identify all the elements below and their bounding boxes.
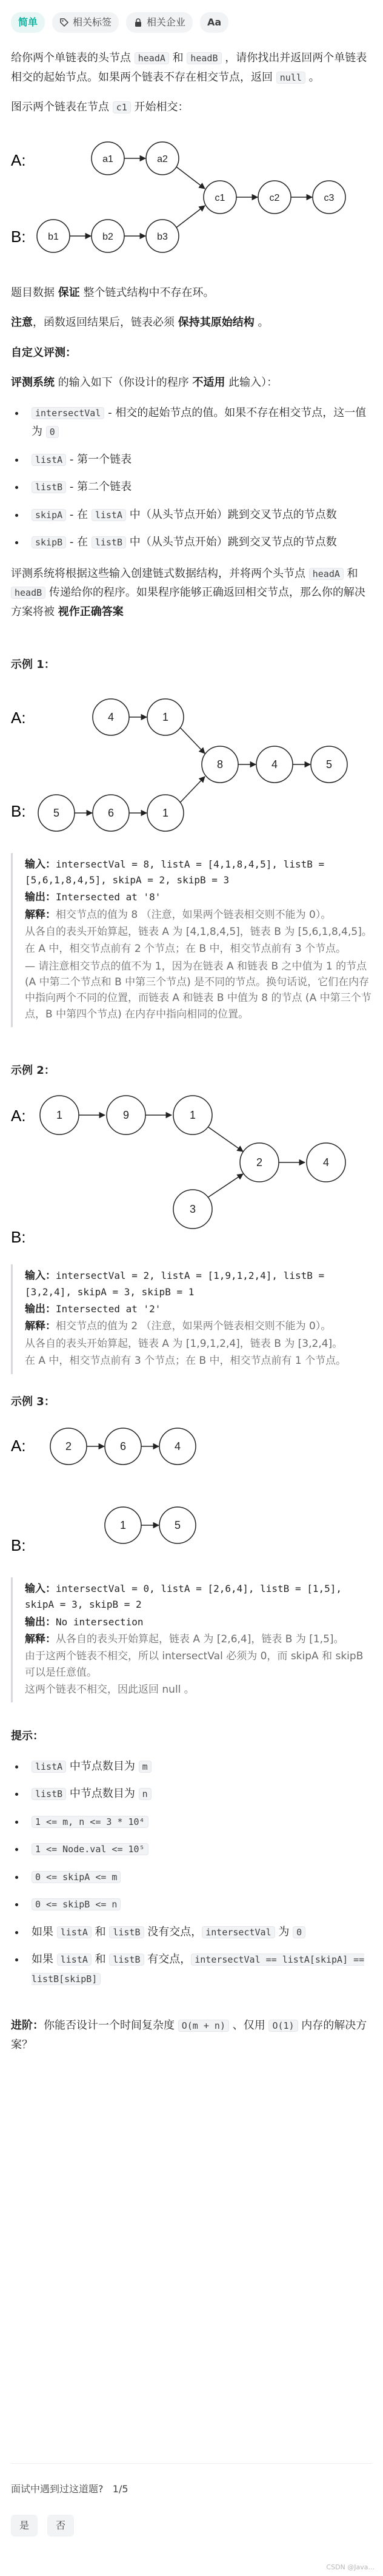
list-item: • skipB - 在 listB 中（从头节点开始）跳到交叉节点的节点数 <box>25 533 372 552</box>
node-value: 2 <box>65 1440 72 1452</box>
list-b-label: B: <box>11 1536 26 1554</box>
tag-bar <box>11 12 372 33</box>
tag-icon <box>59 18 69 27</box>
advanced-note: 进阶：你能否设计一个时间复杂度 O(m + n) 、仅用 O(1) 内存的解决方案？ <box>11 2019 367 2051</box>
example-3-box: 输入：intersectVal = 0, listA = [2,6,4], listB = [1,5], skipA = 3, skipB = 2 输出：No intersection 解释：从各自的表头开始算起，链表 A 为 [2,6,4]，链表 B 为 [1,5]。 由于这两个链表不相交，所以 intersectVal 必须为 0，而 skipA 和 skipB 可以是任意值。 这两个链表不相交，因此返回 null 。 <box>11 1577 372 1702</box>
example-1-title: 示例 1： <box>11 658 55 671</box>
node-c3: c3 <box>324 192 335 203</box>
yes-button[interactable]: 是 <box>11 2515 38 2537</box>
node-value: 1 <box>162 806 169 819</box>
list-a-label: A: <box>11 708 26 727</box>
node-c1: c1 <box>215 192 225 203</box>
node-value: 4 <box>322 1156 330 1169</box>
guarantee-text: 题目数据 保证 整个链式结构中不存在环。 <box>11 286 215 299</box>
node-value: 4 <box>107 710 115 723</box>
related-tags-button[interactable] <box>52 12 119 33</box>
node-value: 5 <box>325 758 333 770</box>
node-b2: b2 <box>102 231 113 242</box>
node-value: 9 <box>122 1109 130 1122</box>
node-a2: a2 <box>157 153 168 164</box>
watermark: CSDN @Java... <box>326 2563 375 2571</box>
intersection-diagram <box>11 128 372 268</box>
difficulty-badge: 简单 <box>11 12 45 33</box>
list-item: • listB - 第二个链表 <box>25 477 372 497</box>
node-b3: b3 <box>157 231 168 242</box>
list-b-label: B: <box>11 801 26 820</box>
node-value: 5 <box>174 1519 181 1531</box>
no-button[interactable]: 否 <box>47 2515 74 2537</box>
list-b-label: B: <box>11 227 26 246</box>
list-item: • 如果 listA 和 listB 有交点， intersectVal == listA[skipA] == listB[skipB] <box>25 1950 372 1988</box>
list-a-label: A: <box>11 150 26 169</box>
constraints-list <box>11 1757 372 1989</box>
node-value: 3 <box>189 1203 196 1216</box>
node-value: 2 <box>256 1156 263 1169</box>
custom-eval-title: 自定义评测： <box>11 346 76 359</box>
node-b1: b1 <box>48 231 59 242</box>
note-text: 注意，函数返回结果后，链表必须 保持其原始结构 。 <box>11 316 269 329</box>
eval-description: 评测系统将根据这些输入创建链式数据结构，并将两个头节点 headA 和 headB 传递给你的程序。如果程序能够正确返回相交节点，那么你的解决方案将被 视作正确答案 <box>11 567 365 618</box>
node-value: 4 <box>271 758 278 770</box>
list-a-label: A: <box>11 1437 26 1455</box>
list-item: • intersectVal - 相交的起始节点的值。如果不存在相交节点，这一值为 0 <box>25 403 372 442</box>
node-value: 1 <box>162 710 169 723</box>
example-3-diagram <box>11 1422 372 1562</box>
related-companies-label: 相关企业 <box>147 16 186 28</box>
intro-paragraph: 给你两个单链表的头节点 headA 和 headB ，请你找出并返回两个单链表相交的起始节点。如果两个链表不存在相交节点，返回 null 。 <box>11 52 367 84</box>
hints-title: 提示： <box>11 1730 44 1743</box>
node-value: 6 <box>119 1440 127 1452</box>
figure-caption: 图示两个链表在节点 c1 开始相交： <box>11 101 189 113</box>
list-b-label: B: <box>11 1228 26 1247</box>
node-value: 1 <box>189 1109 196 1122</box>
list-a-label: A: <box>11 1107 26 1125</box>
node-a1: a1 <box>102 153 113 164</box>
list-item: • listB 中节点数目为 n <box>25 1784 372 1804</box>
feedback-footer <box>11 2463 372 2537</box>
list-item: • 1 <= m, n <= 3 * 10⁴ <box>25 1812 372 1832</box>
node-value: 5 <box>53 806 60 819</box>
related-companies-button[interactable] <box>126 12 193 33</box>
node-value: 8 <box>216 758 224 770</box>
list-item: • 如果 listA 和 listB 没有交点， intersectVal 为 0 <box>25 1923 372 1942</box>
node-c2: c2 <box>269 192 280 203</box>
node-value: 6 <box>107 806 115 819</box>
node-value: 1 <box>119 1519 127 1531</box>
list-item: • 0 <= skipA <= m <box>25 1867 372 1887</box>
node-value: 1 <box>56 1109 63 1122</box>
list-item: • skipA - 在 listA 中（从头节点开始）跳到交叉节点的节点数 <box>25 505 372 525</box>
example-3-title: 示例 3： <box>11 1395 55 1408</box>
related-tags-label: 相关标签 <box>73 16 112 28</box>
node-value: 4 <box>174 1440 181 1452</box>
progress-indicator: 1/5 <box>112 2483 128 2495</box>
list-item: • listA - 第一个链表 <box>25 450 372 470</box>
example-1-diagram <box>11 686 372 837</box>
font-size-button[interactable]: Aa <box>200 12 228 33</box>
custom-eval-desc: 评测系统 的输入如下（你设计的程序 不适用 此输入）： <box>11 376 278 389</box>
list-item: • listA 中节点数目为 m <box>25 1757 372 1776</box>
list-item: • 1 <= Node.val <= 10⁵ <box>25 1839 372 1859</box>
example-2-title: 示例 2： <box>11 1064 55 1077</box>
lock-icon <box>133 18 143 27</box>
example-2-box: 输入：intersectVal = 2, listA = [1,9,1,2,4], listB = [3,2,4], skipA = 3, skipB = 1 输出：Intersected at '2' 解释：相交节点的值为 2 （注意，如果两个链表相交则不能为 0）。 从各自的表头开始算起，链表 A 为 [1,9,1,2,4]，链表 B 为 [3,2,4]。 在 A 中，相交节点前有 3 个节点；在 B 中，相交节点前有 1 个节点。 <box>11 1264 372 1374</box>
input-list <box>11 403 372 552</box>
example-1-box: 输入：intersectVal = 8, listA = [4,1,8,4,5], listB = [5,6,1,8,4,5], skipA = 2, skipB = 3 输出：Intersected at '8' 解释：相交节点的值为 8 （注意，如果两个链表相交则不能为 0）。 从各自的表头开始算起，链表 A 为 [4,1,8,4,5]，链表 B 为 [5,6,1,8,4,5]。 在 A 中，相交节点前有 2 个节点；在 B 中，相交节点前有 3 个节点。 — 请注意相交节点的值不为 1，因为在链表 A 和链表 B 之中值为 1 的节点 (A 中第二个节点和 B 中第三个节点) 是不同的节点。换句话说，它们在内存中指向两个不同的位置，而链表 A 和链表 B 中值为 8 的节点 (A 中第三个节点，B 中第四个节点) 在内存中指向相同的位置。 <box>11 853 372 1027</box>
feedback-question: 面试中遇到过这道题? 1/5 <box>11 2463 372 2498</box>
list-item: • 0 <= skipB <= n <box>25 1895 372 1914</box>
example-2-diagram <box>11 1091 372 1249</box>
